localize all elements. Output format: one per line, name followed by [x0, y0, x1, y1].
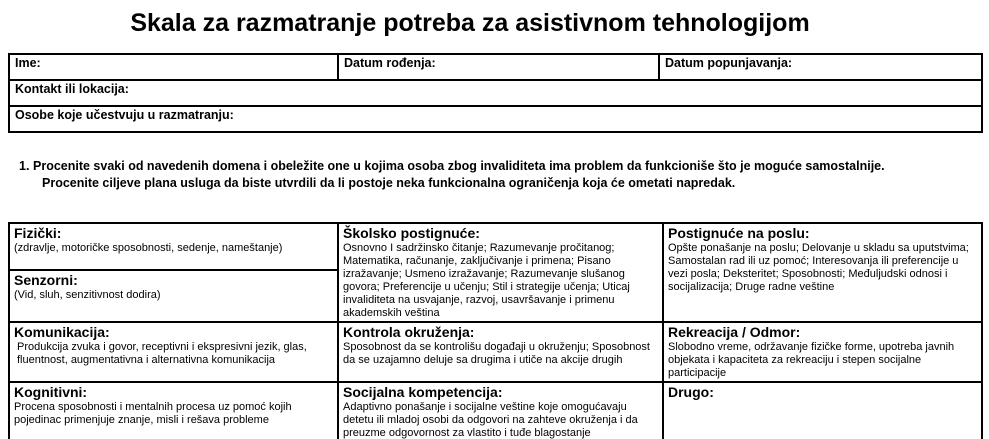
contact-cell: Kontakt ili lokacija: — [9, 80, 982, 106]
info-row-2 — [9, 80, 982, 106]
instruction-line-1: Procenite svaki od navedenih domena i obeležite one u kojima osoba zbog invaliditeta ima problem da funkcioniše što je moguće samostalnije. — [33, 159, 885, 173]
domain-desc-senzorni: (Vid, sluh, senzitivnost dodira) — [14, 289, 161, 302]
domain-title-fizicki: Fizički: — [14, 225, 62, 241]
domain-desc-kontrola-okruzenja: Sposobnost da se kontrolišu događaji u okruženju; Sposobnost da se uzajamno deluje sa drugima i utiče na akcije drugih — [343, 341, 650, 366]
instruction-line-2: Procenite ciljeve plana usluga da biste utvrdili da li postoje neka funkcionalna ograničenja koja će ometati napredak. — [42, 176, 736, 190]
domain-title-postignuce-na-poslu: Postignuće na poslu: — [668, 225, 810, 241]
domain-title-komunikacija: Komunikacija: — [14, 324, 110, 340]
domain-cell-socijalna-kompetencija — [338, 382, 663, 439]
instruction-number: 1. — [19, 159, 30, 173]
domain-desc-kognitivni: Procena sposobnosti i mentalnih procesa uz pomoć kojih pojedinac primenjuje znanje, misli i rešava probleme — [14, 401, 292, 426]
name-cell: Ime: — [9, 54, 338, 80]
domains-row-1 — [9, 223, 982, 270]
domains-table — [8, 222, 983, 439]
participants-cell: Osobe koje učestvuju u razmatranju: — [9, 106, 982, 132]
domain-desc-postignuce-na-poslu: Opšte ponašanje na poslu; Delovanje u skladu sa uputstvima; Samostalan rad ili uz pomoć; Interesovanja ili preferencije u vezi posla; Deksteritet; Sposobnosti; Međuljudski odnosi i socijalizacija; Druge radne veštine — [668, 242, 969, 293]
instruction-item — [19, 158, 971, 192]
domain-cell-kontrola-okruzenja — [338, 322, 663, 382]
fill-date-cell: Datum popunjavanja: — [659, 54, 982, 80]
domain-cell-skolsko-postignuce — [338, 223, 663, 322]
domain-cell-rekreacija-odmor — [663, 322, 982, 382]
domains-row-3 — [9, 322, 982, 382]
domain-title-skolsko-postignuce: Školsko postignuće: — [343, 225, 480, 241]
domain-cell-komunikacija — [9, 322, 338, 382]
domain-desc-fizicki: (zdravlje, motoričke sposobnosti, sedenje, nameštanje) — [14, 242, 283, 254]
domain-desc-socijalna-kompetencija: Adaptivno ponašanje i socijalne veštine koje omogućavaju detetu ili mladoj osobi da odgovori na zahteve okruženja i da preuzme odgovornost za vlastito i tuđe blagostanje — [343, 401, 638, 439]
birth-date-cell: Datum rođenja: — [338, 54, 659, 80]
domain-title-kontrola-okruzenja: Kontrola okruženja: — [343, 324, 475, 340]
domain-cell-senzorni — [9, 270, 338, 322]
domains-row-4 — [9, 382, 982, 439]
domain-cell-drugo — [663, 382, 982, 439]
domain-cell-fizicki — [9, 223, 338, 270]
domain-desc-komunikacija: Produkcija zvuka i govor, receptivni i ekspresivni jezik, glas, fluentnost, augmentativna i alternativna komunikacija — [17, 341, 307, 366]
domain-title-senzorni: Senzorni: — [14, 272, 78, 289]
domain-desc-skolsko-postignuce: Osnovno I sadržinsko čitanje; Razumevanje pročitanog; Matematika, računanje, zaključivanje i primena; Pisano izražavanje; Usmeno izražavanje; Razumevanje slušanog govora; Preferencije u učenju; Stil i strategije učenja; Uticaj invaliditeta na usvajanje, razvoj, usavršavanje i primenu akademskih veština — [343, 242, 630, 319]
domain-title-socijalna-kompetencija: Socijalna kompetencija: — [343, 384, 503, 400]
domain-title-kognitivni: Kognitivni: — [14, 384, 88, 400]
info-row-1 — [9, 54, 982, 80]
domain-title-rekreacija-odmor: Rekreacija / Odmor: — [668, 324, 801, 340]
domain-cell-postignuce-na-poslu — [663, 223, 982, 322]
info-table — [8, 53, 983, 133]
domain-desc-rekreacija-odmor: Slobodno vreme, održavanje fizičke forme, upotreba javnih objekata i kapaciteta za rekreaciju i stepen socijalne participacije — [668, 341, 955, 379]
document-title: Skala za razmatranje potreba za asistivnom tehnologijom — [130, 9, 810, 37]
domain-title-drugo: Drugo: — [668, 384, 714, 400]
info-row-3 — [9, 106, 982, 132]
domain-cell-kognitivni — [9, 382, 338, 439]
